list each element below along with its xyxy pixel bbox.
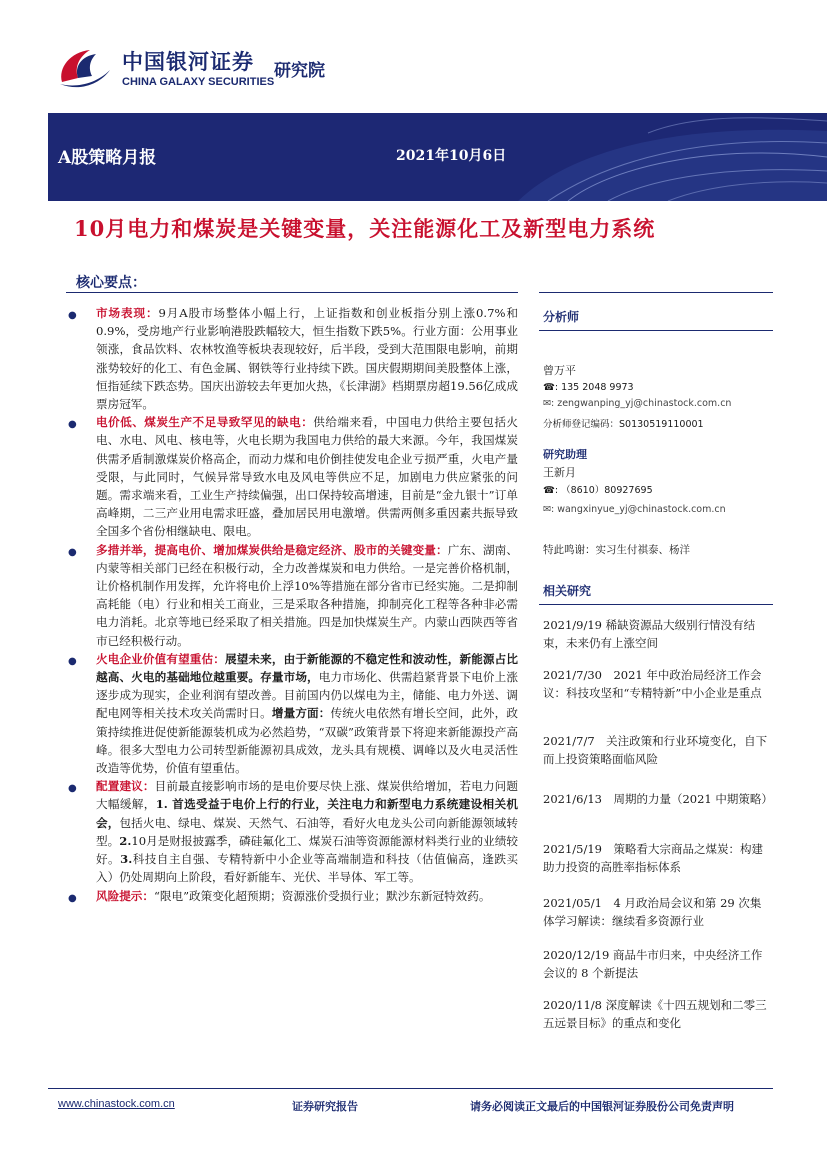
related-research-item[interactable]: 2020/12/19 商品牛市归来，中央经济工作会议的 8 个新提法: [543, 948, 763, 980]
header-banner: [48, 113, 827, 201]
related-research-item[interactable]: 2021/6/13 周期的力量（2021 中期策略）: [543, 792, 773, 806]
key-point-text: “限电”政策变化超预期；资源涨价受损行业；默沙东新冠特效药。: [153, 888, 491, 903]
related-research-item[interactable]: 2021/7/30 2021 年中政治局经济工作会议：科技攻坚和“专精特新”中小企业是重点: [543, 668, 762, 700]
key-point-text: 电力市场化、供需趋紧背景下电价上涨逐步成为现实，企业利润有望改善。目前国内仍以煤电为主，储能、电力外送、调配电网等相关技术攻关尚需时日。: [96, 670, 518, 721]
assistant-heading: 研究助理: [543, 448, 587, 461]
phone-icon: ☎:: [543, 485, 559, 496]
key-point-heading: 市场表现：: [96, 306, 159, 320]
section-title: 核心要点：: [76, 275, 146, 291]
analyst-heading: 分析师: [543, 310, 580, 324]
analyst-phone-row: [543, 382, 634, 393]
key-point: [66, 650, 518, 777]
key-point: [66, 887, 518, 905]
key-point-text: 科技自主自强、专精特新中小企业等高端制造和科技（估值偏高，逢跌买入）仍处周期向上阶段，看好新能车、光伏、半导体、军工等。: [96, 852, 518, 885]
footer-website[interactable]: www.chinastock.com.cn: [58, 1098, 175, 1110]
footer-rule: [48, 1088, 773, 1089]
email-icon: ✉:: [543, 398, 555, 409]
analyst-cert: 分析师登记编码：S0130519110001: [543, 419, 704, 430]
phone-icon: ☎:: [543, 382, 559, 393]
assistant-email[interactable]: wangxinyue_yj@chinastock.com.cn: [557, 504, 726, 515]
key-point-heading: 配置建议：: [96, 779, 155, 794]
key-point-text: 目前最直接影响市场的是电价要尽快上涨、煤炭供给增加，若电力问题大幅缓解，: [96, 779, 518, 812]
key-point-text: 展望未来，由于新能源的不稳定性和波动性，新能源占比越高、火电的基础地位越重要。存量市场，: [96, 651, 518, 685]
brand-name-en: CHINA GALAXY SECURITIES: [122, 76, 275, 88]
key-point-text: 传统火电依然有增长空间，此外，政策持续推进促使新能源装机成为必然趋势，“双碳”政策背景下将迎来新能源投产高峰。很多大型电力公司转型新能源初具成效，龙头具有规模、调峰以及火电灵活性改造等优势，价值有望重估。: [96, 706, 518, 776]
section-divider: [66, 292, 518, 293]
assistant-phone-row: [543, 482, 653, 496]
analyst-email[interactable]: zengwanping_yj@chinastock.com.cn: [557, 398, 732, 409]
key-point-heading: 多措并举，提高电价、增加煤炭供给是稳定经济、股市的关键变量：: [96, 542, 448, 557]
bullet-icon: ●: [68, 310, 77, 321]
related-heading: 相关研究: [543, 584, 592, 598]
key-point-text: 10月是财报披露季，磷硅氟化工、煤炭石油等资源能源材料类行业的业绩较好。: [96, 833, 518, 867]
key-point-text: 9月A股市场整体小幅上行，上证指数和创业板指分别上涨0.7%和0.9%，受房地产行业影响港股跌幅较大，恒生指数下跌5%。行业方面：公用事业领涨，食品饮料、农林牧渔等板块表现较好，后半段，受到大范围限电影响，前期涨势较好的化工、有色金属、钢铁等行业持续下跌。国庆假期期间美股整体上涨，恒指延续下跌态势。国庆出游较去年更加火热，《长津湖》档期票房超19.56亿成成票房冠军。: [96, 306, 518, 412]
report-type: A股策略月报: [58, 148, 157, 168]
key-points-list: [66, 304, 518, 905]
key-point-text: 广东、湖南、内蒙等相关部门已经在积极行动，全力改善煤炭和电力供给。一是完善价格机制，让价格机制作用发挥，允许将电价上浮10%等措施在部分省市已经实施。二是抑制高耗能（电）行业和相关工商业，三是采取各种措施，抑制亮化工程等各种非必需电力消耗。北京等地已经采取了相关措施。四是加快煤炭生产。内蒙山西陕西等省市已经积极行动。: [96, 542, 518, 648]
key-point-text: 增量方面：: [271, 706, 331, 721]
key-point: [66, 413, 518, 540]
key-point: [66, 777, 518, 886]
assistant-phone: （8610）80927695: [561, 485, 653, 496]
key-point-text: 2.: [119, 833, 132, 848]
related-research-item[interactable]: 2021/05/1 4 月政治局会议和第 29 次集体学习解读：继续看多资源行业: [543, 896, 762, 928]
sidebar-rule: [539, 330, 773, 331]
report-date: 2021年10月6日: [396, 148, 507, 164]
key-point-heading: 电价低、煤炭生产不足导致罕见的缺电：: [96, 415, 314, 430]
related-rule: [539, 604, 773, 605]
key-point: [66, 541, 518, 650]
related-research-item[interactable]: 2021/7/7 关注政策和行业环境变化，自下而上投资策略面临风险: [543, 734, 768, 766]
report-title: 10月电力和煤炭是关键变量，关注能源化工及新型电力系统: [74, 216, 656, 241]
key-point-text: 1. 首选受益于电价上行的行业，关注电力和新型电力系统建设相关机会，: [96, 797, 518, 830]
key-point-text: 供给端来看，中国电力供给主要包括火电、水电、风电、核电等，火电长期为我国电力供给的最大来源。今年，我国煤炭供需矛盾制激煤炭价格高企，而动力煤和电价倒挂使发电企业亏损严重，火电产量受限，与此同时，气候异常导致水电及风电等供应不足，加剧电力供应紧张的问题。需求端来看，工业生产持续偏强，出口保持较高增速，目前是“金九银十”订单高峰期，二三产业用电需求旺盛，叠加居民用电激增。供需两侧多重因素共振导致全国多个省份相继缺电、限电。: [96, 415, 518, 539]
related-research-item[interactable]: 2021/5/19 策略看大宗商品之煤炭：构建助力投资的高胜率指标体系: [543, 842, 763, 874]
related-research-item[interactable]: 2021/9/19 稀缺资源品大级别行情没有结束，未来仍有上涨空间: [543, 618, 756, 650]
email-icon: ✉:: [543, 504, 555, 515]
china-galaxy-logo-icon: [56, 44, 114, 90]
bullet-icon: ●: [68, 892, 77, 904]
key-point-text: 包括火电、绿电、煤炭、天然气、石油等，看好火电龙头公司向新能源领域转型。: [96, 815, 518, 848]
key-point-heading: 风险提示：: [96, 888, 154, 903]
bullet-icon: ●: [68, 655, 77, 667]
analyst-name: 曾万平: [543, 364, 576, 377]
analyst-email-row: [543, 398, 731, 409]
key-point-text: 3.: [120, 852, 133, 867]
assistant-email-row: [543, 504, 726, 515]
thanks-note: 特此鸣谢：实习生付祺泰、杨洋: [543, 544, 690, 556]
institute-label: 研究院: [274, 61, 325, 81]
bullet-icon: ●: [68, 546, 77, 558]
assistant-name: 王新月: [543, 466, 576, 479]
footer-doc-type: 证券研究报告: [292, 1100, 358, 1113]
brand-name-cn: 中国银河证券: [122, 50, 254, 74]
bullet-icon: ●: [68, 783, 77, 795]
related-research-item[interactable]: 2020/11/8 深度解读《十四五规划和二零三五远景目标》的重点和变化: [543, 998, 767, 1030]
key-point: [66, 304, 518, 413]
footer-disclaimer[interactable]: 请务必阅读正文最后的中国银河证券股份公司免责声明: [470, 1100, 734, 1113]
analyst-phone: 135 2048 9973: [561, 382, 634, 393]
key-point-heading: 火电企业价值有望重估：: [96, 651, 225, 666]
bullet-icon: ●: [68, 419, 77, 431]
sidebar-top-rule: [539, 292, 773, 293]
